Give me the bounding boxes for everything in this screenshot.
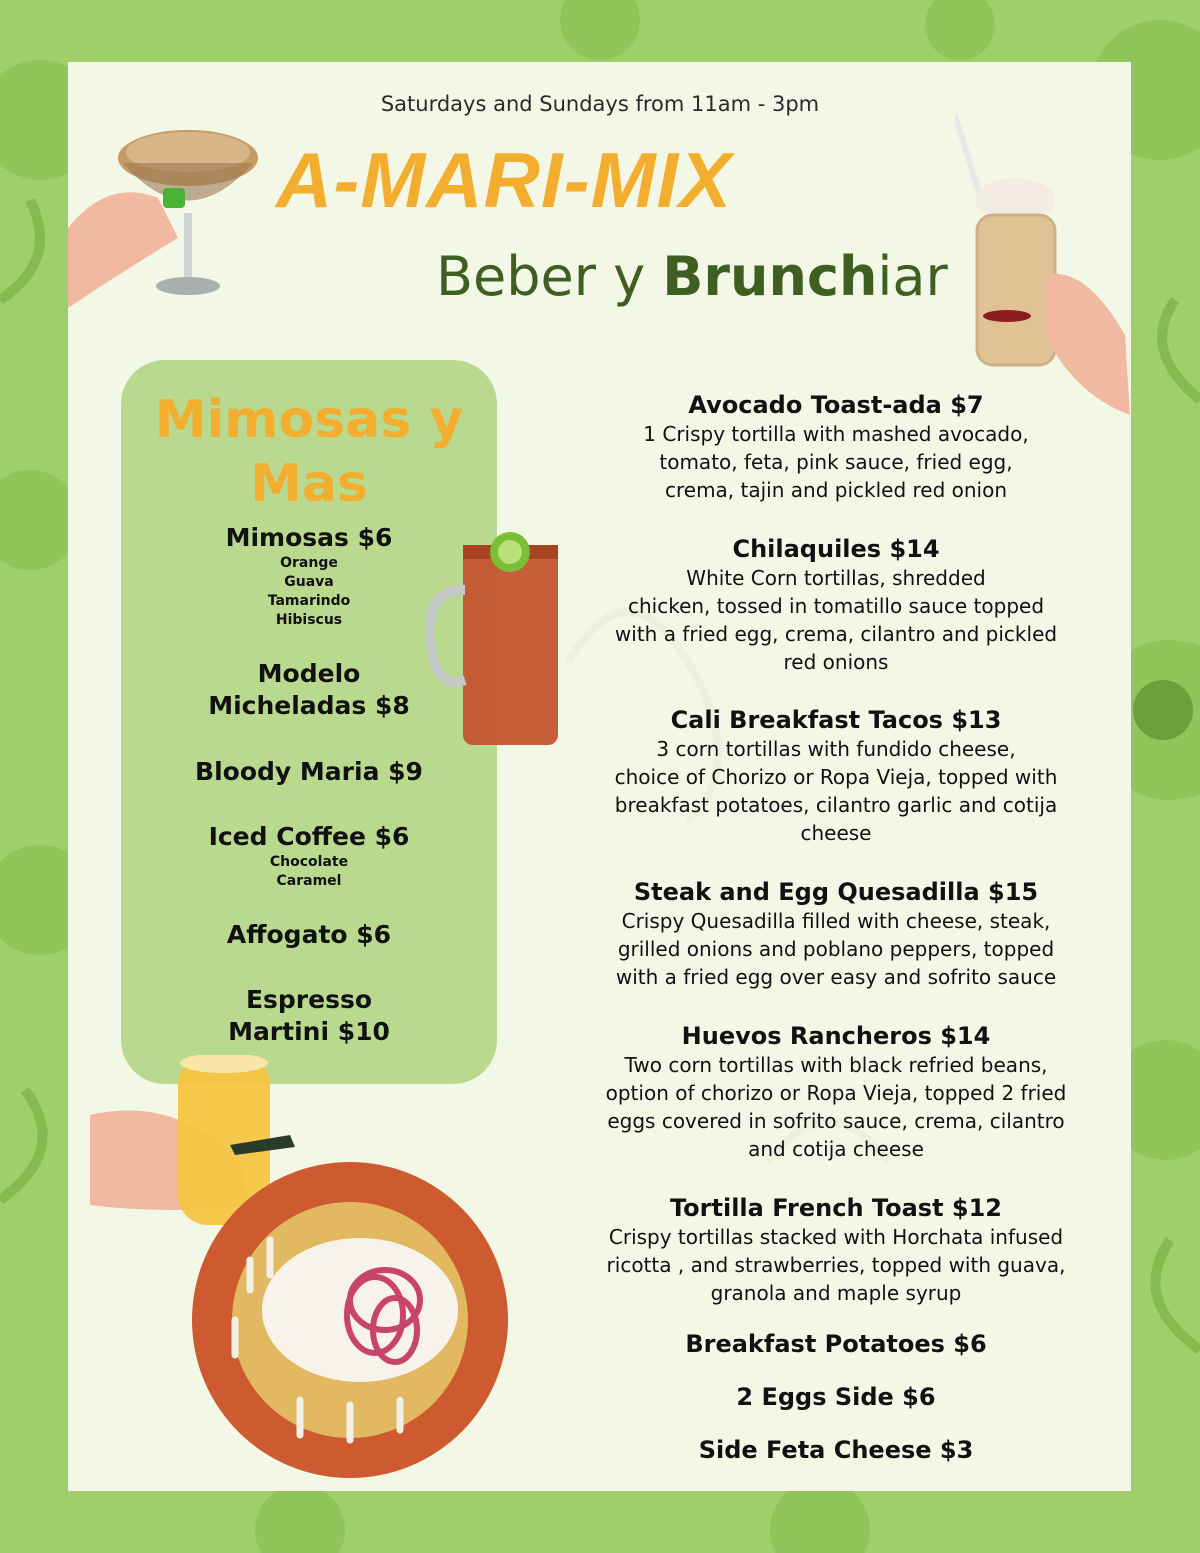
food-name: Tortilla French Toast $12 [669, 1194, 1002, 1222]
food-desc: tomato, feta, pink sauce, fried egg, [659, 450, 1013, 474]
food-name: Steak and Egg Quesadilla $15 [633, 878, 1039, 906]
drink-name: Micheladas $8 [208, 691, 410, 720]
drink-name: Iced Coffee $6 [208, 822, 410, 851]
food-desc: Crispy tortillas stacked with Horchata infused [608, 1225, 1064, 1249]
drink-name: Bloody Maria $9 [195, 757, 423, 786]
drink-option: Tamarindo [267, 593, 351, 609]
drink-name: Martini $10 [228, 1017, 390, 1046]
michelada-photo [425, 530, 575, 755]
food-desc: cheese [800, 821, 872, 845]
drinks-title-line2: Mas [250, 454, 368, 514]
food-item [560, 1021, 1112, 1163]
food-desc: with a fried egg over easy and sofrito sauce [615, 965, 1057, 989]
food-desc: crema, tajin and pickled red onion [664, 478, 1008, 502]
food-name: Huevos Rancheros $14 [681, 1022, 991, 1050]
food-item [560, 534, 1112, 676]
side-item: 2 Eggs Side $6 [736, 1383, 936, 1411]
food-desc: 3 corn tortillas with fundido cheese, [656, 737, 1016, 761]
drink-name: Modelo [257, 659, 361, 688]
drink-item [121, 919, 497, 951]
side-item: Side Feta Cheese $3 [698, 1436, 974, 1464]
food-desc: eggs covered in sofrito sauce, crema, cilantro [607, 1109, 1065, 1133]
flower-center [1133, 680, 1193, 740]
subtitle-part1: Beber y [436, 245, 663, 308]
drink-option: Caramel [276, 873, 342, 889]
food-desc: White Corn tortillas, shredded [686, 566, 986, 590]
food-item [560, 877, 1112, 991]
food-desc: choice of Chorizo or Ropa Vieja, topped with [614, 765, 1058, 789]
restaurant-title: A-MARI-MIX [276, 136, 733, 224]
drink-name: Espresso [245, 985, 373, 1014]
food-desc: 1 Crispy tortilla with mashed avocado, [643, 422, 1029, 446]
food-desc: Two corn tortillas with black refried beans, [624, 1053, 1048, 1077]
food-desc: option of chorizo or Ropa Vieja, topped 2 fried [605, 1081, 1067, 1105]
food-desc: breakfast potatoes, cilantro garlic and cotija [614, 793, 1058, 817]
subtitle-bold: Brunch [662, 245, 878, 308]
drink-option: Chocolate [269, 854, 349, 870]
drink-name: Mimosas $6 [225, 523, 393, 552]
hours-text: Saturdays and Sundays from 11am - 3pm [380, 92, 820, 116]
food-name: Avocado Toast-ada $7 [688, 391, 984, 419]
food-desc: Crispy Quesadilla filled with cheese, steak, [621, 909, 1051, 933]
avocado-toast-photo [190, 1150, 510, 1490]
food-item [560, 705, 1112, 847]
food-name: Chilaquiles $14 [732, 535, 940, 563]
drinks-title [121, 388, 497, 516]
food-desc: ricotta , and strawberries, topped with guava, [606, 1253, 1066, 1277]
food-desc: granola and maple syrup [710, 1281, 962, 1305]
drink-item [121, 756, 497, 788]
food-desc: and cotija cheese [748, 1137, 924, 1161]
food-desc: grilled onions and poblano peppers, topped [617, 937, 1055, 961]
drinks-title-line1: Mimosas y [154, 390, 464, 450]
food-desc: red onions [783, 650, 889, 674]
drink-item [121, 821, 497, 891]
iced-coffee-photo [955, 115, 1135, 465]
food-desc: with a fried egg, crema, cilantro and pickled [614, 622, 1058, 646]
drink-option: Guava [284, 574, 334, 590]
drink-option: Hibiscus [275, 612, 343, 628]
food-desc: chicken, tossed in tomatillo sauce topped [627, 594, 1045, 618]
espresso-martini-photo [68, 118, 268, 328]
drink-name: Affogato $6 [226, 920, 392, 949]
side-item: Breakfast Potatoes $6 [685, 1330, 987, 1358]
drink-item [121, 984, 497, 1048]
food-name: Cali Breakfast Tacos $13 [670, 706, 1002, 734]
subtitle-part2: iar [877, 245, 948, 308]
drink-option: Orange [280, 555, 338, 571]
food-item [560, 1193, 1112, 1307]
subtitle [436, 245, 948, 308]
